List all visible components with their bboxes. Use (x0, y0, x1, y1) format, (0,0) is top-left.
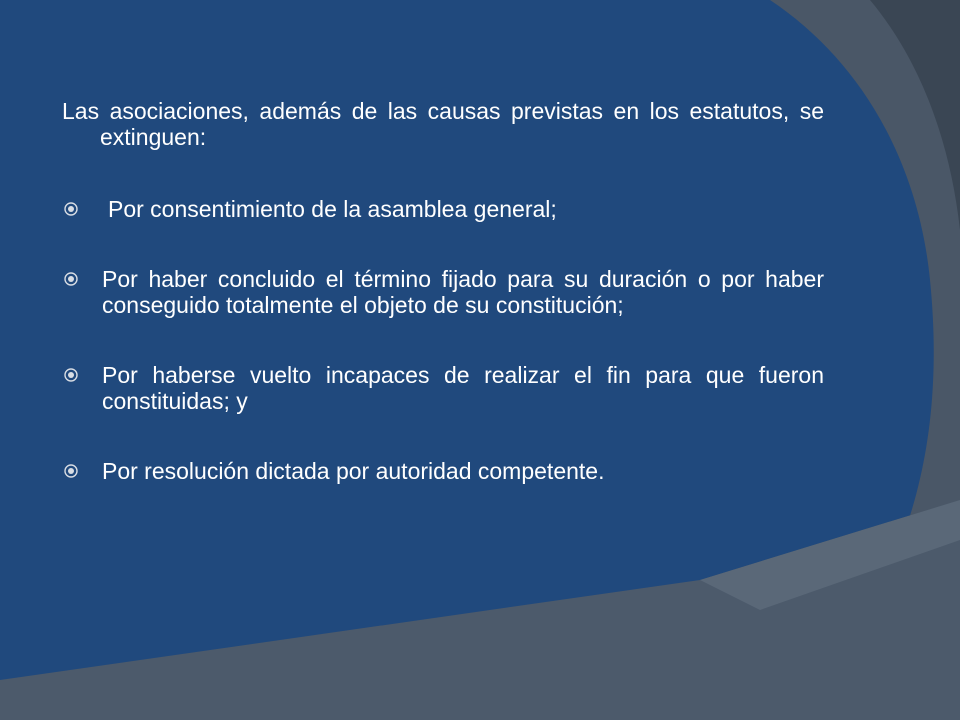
bullet-item (62, 266, 824, 318)
circle-dot-bullet-icon (64, 202, 78, 216)
circle-dot-bullet-icon (64, 464, 78, 478)
circle-dot-bullet-icon (64, 272, 78, 286)
circle-dot-bullet-icon (64, 368, 78, 382)
bullet-item (62, 362, 824, 414)
bullet-text: Por consentimiento de la asamblea general; (108, 196, 557, 222)
bullet-text: Por haber concluido el término fijado para su duración o por haber conseguido totalmente el objeto de su constitución; (102, 266, 824, 318)
bullet-text: Por haberse vuelto incapaces de realizar el fin para que fueron constituidas; y (102, 362, 824, 414)
bullet-item (62, 196, 824, 222)
bullet-item (62, 458, 824, 484)
intro-paragraph: Las asociaciones, además de las causas previstas en los estatutos, se extinguen: (62, 98, 824, 150)
bullet-text: Por resolución dictada por autoridad competente. (102, 458, 605, 484)
slide-content (62, 98, 824, 484)
